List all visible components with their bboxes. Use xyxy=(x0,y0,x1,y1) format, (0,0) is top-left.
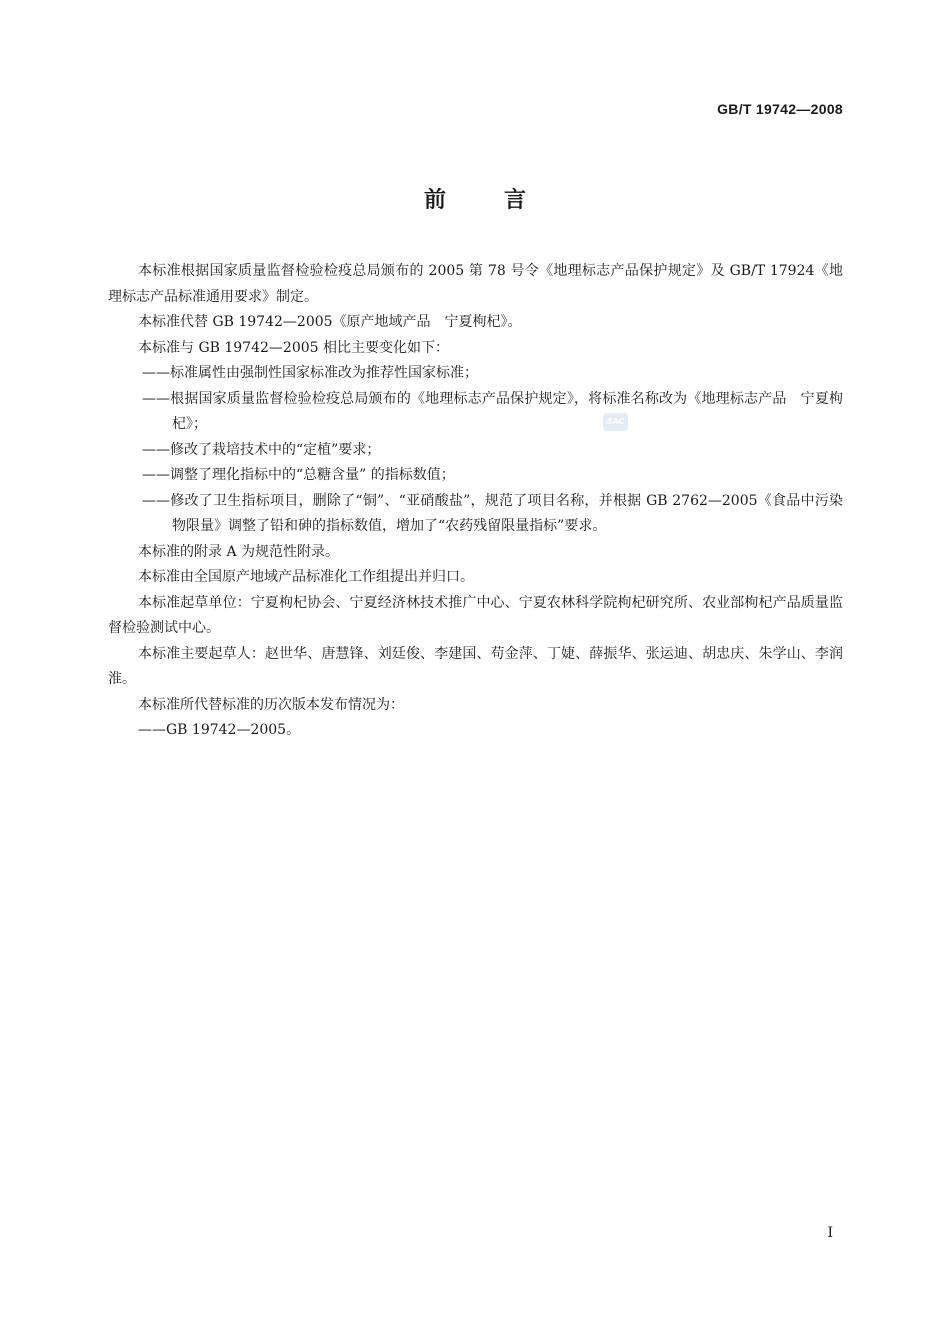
sac-watermark-logo: SAC xyxy=(603,413,628,431)
page-title: 前言 xyxy=(423,188,584,213)
standard-number: GB/T 19742—2008 xyxy=(717,101,843,117)
change-item-planting: ——修改了栽培技术中的“定植”要求； xyxy=(142,441,381,458)
paragraph-appendix: 本标准的附录 A 为规范性附录。 xyxy=(138,543,340,560)
paragraph-drafters: 本标准主要起草人：赵世华、唐慧锋、刘廷俊、李建国、苟金萍、丁婕、薛振华、张运迪、胡忠庆、朱学山、李润淮。 xyxy=(108,645,843,687)
paragraph-history-intro: 本标准所代替标准的历次版本发布情况为： xyxy=(138,696,404,713)
paragraph-replaces: 本标准代替 GB 19742—2005《原产地域产品 宁夏枸杞》。 xyxy=(138,314,522,330)
foreword-body xyxy=(108,259,843,744)
paragraph-history-item: ——GB 19742—2005。 xyxy=(138,722,301,738)
change-item-sugar: ——调整了理化指标中的“总糖含量” 的指标数值； xyxy=(142,467,455,483)
change-item-attribute: ——标准属性由强制性国家标准改为推荐性国家标准； xyxy=(142,365,478,381)
paragraph-changes-intro: 本标准与 GB 19742—2005 相比主要变化如下： xyxy=(138,339,449,356)
change-item-hygiene: ——修改了卫生指标项目，删除了“铜”、“亚硝酸盐”，规范了项目名称，并根据 GB 2762—2005《食品中污染物限量》调整了铅和砷的指标数值，增加了“农药残留限量指标”要求。 xyxy=(142,492,843,534)
change-item-name: ——根据国家质量监督检验检疫总局颁布的《地理标志产品保护规定》，将标准名称改为《地理标志产品 宁夏枸杞》； xyxy=(142,390,843,432)
page-number: I xyxy=(827,1225,833,1241)
paragraph-drafting-units: 本标准起草单位：宁夏枸杞协会、宁夏经济林技术推广中心、宁夏农林科学院枸杞研究所、农业部枸杞产品质量监督检验测试中心。 xyxy=(108,594,843,636)
paragraph-proposer: 本标准由全国原产地域产品标准化工作组提出并归口。 xyxy=(138,569,474,585)
paragraph-basis: 本标准根据国家质量监督检验检疫总局颁布的 2005 第 78 号令《地理标志产品保护规定》及 GB/T 17924《地理标志产品标准通用要求》制定。 xyxy=(108,263,843,305)
